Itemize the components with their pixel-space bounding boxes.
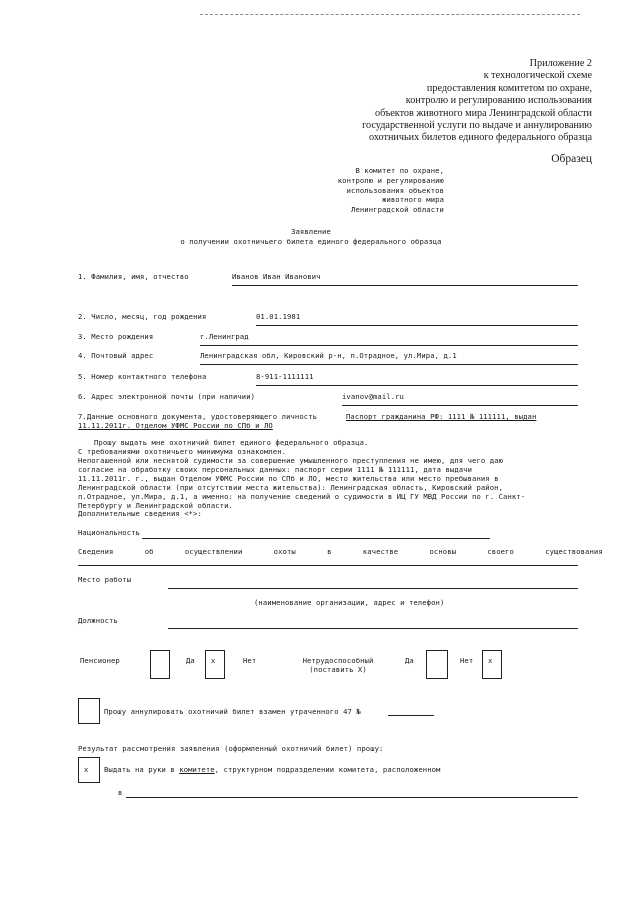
- addressee-line: животного мира: [382, 195, 444, 205]
- consent-paragraph: [78, 457, 578, 519]
- workplace-hint: (наименование организации, адрес и телефон): [254, 598, 445, 607]
- birth-date-label: 2. Число, месяц, год рождения: [78, 312, 207, 321]
- fio-value[interactable]: Иванов Иван Иванович: [232, 272, 321, 281]
- disabled-no-label: Нет: [460, 656, 474, 665]
- disabled-no-mark: х: [488, 656, 493, 665]
- annul-checkbox[interactable]: [78, 698, 100, 724]
- pensioner-yes-checkbox[interactable]: [150, 650, 170, 679]
- disabled-label: Нетрудоспособный: [302, 656, 374, 665]
- disabled-hint: (поставить Х): [309, 665, 367, 674]
- email-label: 6. Адрес электронной почты (при наличии): [78, 392, 256, 401]
- request-line: С требованиями охотничьего минимума ознакомлен.: [78, 447, 287, 456]
- result-option-committee: комитете: [179, 765, 215, 774]
- pensioner-label: Пенсионер: [80, 656, 120, 665]
- birth-place-label: 3. Место рождения: [78, 332, 154, 341]
- addressee-line: Ленинградской области: [351, 205, 444, 215]
- pensioner-yes-label: Да: [186, 656, 195, 665]
- consent-line: Дополнительные сведения <*>:: [78, 509, 202, 519]
- result-in-label: в: [118, 788, 123, 797]
- appendix-line: предоставления комитетом по охране,: [426, 82, 592, 94]
- birth-place-value[interactable]: г.Ленинград: [200, 332, 249, 341]
- appendix-line: охотничьих билетов единого федерального образца: [369, 132, 592, 144]
- birth-place-underline: [200, 345, 578, 346]
- hunting-info-label: Сведения об осуществлении охоты в качестве основы своего существования: [78, 547, 603, 556]
- pensioner-no-mark: х: [211, 656, 216, 665]
- position-field[interactable]: [168, 628, 578, 629]
- email-underline: [342, 405, 578, 406]
- scan-edge-line: [200, 14, 580, 15]
- consent-line: согласие на обработку своих персональных данных: паспорт серии 1111 № 111111, дата выдачи: [78, 464, 473, 474]
- postal-address-value[interactable]: Ленинградская обл, Кировский р-н, п.Отрадное, ул.Мира, д.1: [200, 351, 457, 360]
- result-option-post: , структурном подразделении комитета, расположенном: [214, 765, 441, 774]
- result-mark: х: [84, 765, 89, 774]
- appendix-line: Приложение 2: [529, 58, 592, 69]
- appendix-line: объектов животного мира Ленинградской области: [374, 107, 592, 119]
- birth-date-value[interactable]: 01.01.1981: [256, 312, 301, 321]
- document-title: Заявление: [291, 227, 331, 236]
- addressee-line: использования объектов: [346, 185, 444, 195]
- appendix-line: контролю и регулированию использования: [405, 95, 592, 107]
- email-value[interactable]: ivanov@mail.ru: [342, 392, 404, 401]
- consent-line: 11.11.2011г. г., выдан Отделом УФМС России по СПб и ЛО, место жительства или место пребывания в: [78, 473, 499, 483]
- result-heading: Результат рассмотрения заявления (оформленный охотничий билет) прошу:: [78, 744, 384, 753]
- document-value[interactable]: Паспорт гражданина РФ: 1111 № 111111, выдан: [346, 412, 537, 421]
- phone-label: 5. Номер контактного телефона: [78, 372, 207, 381]
- disabled-yes-checkbox[interactable]: [426, 650, 448, 679]
- fio-underline: [232, 285, 578, 286]
- document-label: 7.Данные основного документа, удостоверяющего личность: [78, 412, 318, 421]
- phone-underline: [256, 385, 578, 386]
- workplace-label: Место работы: [78, 575, 132, 584]
- annul-number-field[interactable]: [388, 715, 434, 716]
- fio-label: 1. Фамилия, имя, отчество: [78, 272, 189, 281]
- appendix-line: государственной услуги по выдаче и аннулированию: [362, 120, 592, 132]
- phone-value[interactable]: 8-911-1111111: [256, 372, 314, 381]
- consent-line: Непогашенной или неснятой судимости за совершение умышленного преступления не имею, для чего даю: [78, 456, 504, 465]
- consent-line: Петербургу и Ленинградской области.: [78, 500, 233, 510]
- workplace-field[interactable]: [168, 588, 578, 589]
- pensioner-no-label: Нет: [243, 656, 257, 665]
- appendix-block: [362, 58, 592, 145]
- position-label: Должность: [78, 616, 118, 625]
- sample-label: Образец: [551, 153, 592, 165]
- hunting-info-field[interactable]: [78, 565, 578, 566]
- consent-line: п.Отрадное, ул.Мира, д.1, а именно: на получение сведений о судимости в ИЦ ГУ МВД России по г. Санкт-: [78, 491, 526, 501]
- birth-date-underline: [256, 325, 578, 326]
- disabled-yes-label: Да: [405, 656, 414, 665]
- postal-address-label: 4. Почтовый адрес: [78, 351, 154, 360]
- addressee-block: [338, 166, 444, 215]
- annul-text: Прошу аннулировать охотничий билет взамен утраченного 47 №: [104, 707, 361, 716]
- appendix-line: к технологической схеме: [483, 70, 592, 82]
- result-location-field[interactable]: [126, 797, 578, 798]
- nationality-label: Национальность: [78, 528, 140, 537]
- addressee-line: В комитет по охране,: [355, 166, 444, 175]
- document-value-line2[interactable]: 11.11.2011г. Отделом УФМС России по СПб и ЛО: [78, 421, 273, 430]
- addressee-line: контролю и регулированию: [337, 175, 444, 185]
- request-line: Прошу выдать мне охотничий билет единого федерального образца.: [94, 438, 369, 447]
- result-option-pre: Выдать на руки в: [104, 765, 180, 774]
- postal-address-underline: [200, 364, 578, 365]
- result-checkbox[interactable]: [78, 757, 100, 783]
- result-option: [104, 765, 440, 774]
- document-subtitle: о получении охотничьего билета единого федерального образца: [180, 237, 442, 246]
- consent-line: Ленинградской области (при отсутствии места жительства): Ленинградская область, Кировский район,: [78, 482, 504, 492]
- nationality-field[interactable]: [142, 538, 490, 539]
